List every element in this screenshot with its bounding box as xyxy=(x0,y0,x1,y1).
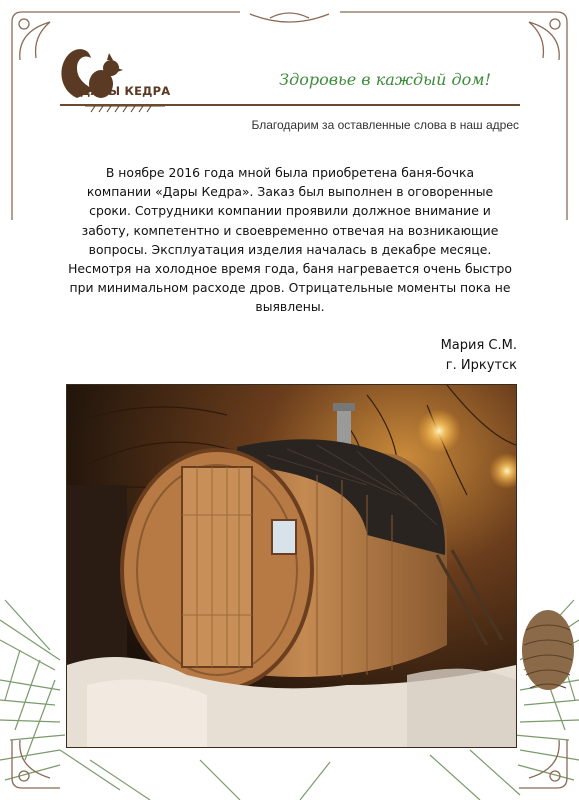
sauna-photo xyxy=(66,384,517,748)
testimonial-line: Несмотря на холодное время года, баня нагревается очень быстро xyxy=(68,261,512,277)
testimonial-line: заботу, компетентно и своевременно отвечая на возникающие xyxy=(81,222,499,238)
logo-squirrel-icon xyxy=(55,40,195,120)
logo-text: ДАРЫ КЕДРА xyxy=(80,84,171,98)
testimonial-line: компании «Дары Кедра». Заказ был выполнен в оговоренные xyxy=(86,184,494,200)
slogan: Здоровье в каждый дом! xyxy=(279,70,491,89)
barrel-sauna-image xyxy=(67,385,516,747)
testimonial-line: В ноябре 2016 года мной была приобретена баня-бочка xyxy=(105,165,475,180)
testimonial-line: вопросы. Эксплуатация изделия началась в декабре месяце. xyxy=(88,241,492,257)
signature-block xyxy=(441,336,517,376)
author-city: г. Иркутск xyxy=(445,358,517,373)
header-divider xyxy=(60,104,520,106)
testimonial-line: при минимальном расходе дров. Отрицательные моменты пока не xyxy=(69,280,511,296)
author-name: Мария С.М. xyxy=(440,338,517,353)
testimonial-line: выявлены. xyxy=(255,299,325,315)
subtitle: Благодарим за оставленные слова в наш адрес xyxy=(251,118,519,132)
testimonial-text xyxy=(60,163,520,317)
testimonial-line: сроки. Сотрудники компании проявили должное внимание и xyxy=(89,203,491,219)
